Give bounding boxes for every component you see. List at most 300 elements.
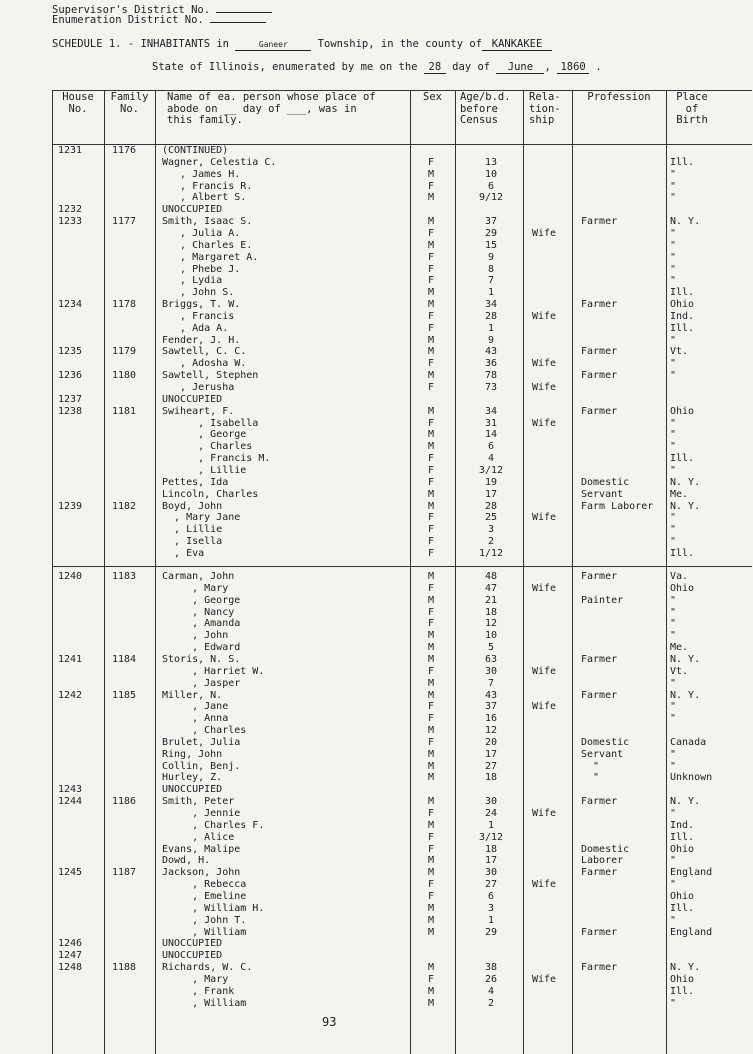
house-number: 1240 <box>58 571 83 582</box>
age: 24 <box>484 808 498 819</box>
age: 1 <box>487 322 495 334</box>
birthplace: Ohio <box>670 299 695 311</box>
sex: M <box>427 346 435 358</box>
age: 12 <box>484 725 498 737</box>
birthplace: N. Y. <box>670 689 701 701</box>
sex: F <box>427 417 435 429</box>
sex: F <box>427 524 435 536</box>
age: 14 <box>484 429 498 441</box>
house-number: 1246 <box>58 938 83 950</box>
birthplace: " <box>670 855 677 867</box>
birthplace: " <box>670 760 677 772</box>
person-name: , Mary <box>162 973 229 985</box>
age: 15 <box>484 239 498 251</box>
birthplace: Me. <box>670 642 689 654</box>
birthplace: " <box>670 334 677 346</box>
person-name: Jackson, John <box>162 867 241 879</box>
birthplace: Ill. <box>670 902 695 914</box>
person-name: , John <box>162 630 229 642</box>
birthplace: Ill. <box>670 322 695 334</box>
col-header-birthplace: Place of Birth <box>676 91 708 126</box>
house-number: 1237 <box>58 393 83 405</box>
age: 26 <box>484 973 498 985</box>
birthplace: " <box>670 227 677 239</box>
age: 7 <box>487 275 495 287</box>
sex: M <box>427 772 435 784</box>
person-name: Sawtell, C. C. <box>162 346 247 358</box>
person-name: UNOCCUPIED <box>162 204 223 216</box>
house-number: 1231 <box>58 145 83 156</box>
birthplace: N. Y. <box>670 653 701 665</box>
sex: M <box>427 985 435 997</box>
age: 30 <box>484 867 498 879</box>
family-number: 1184 <box>112 653 137 665</box>
state-line: State of Illinois, enumerated by me on the 28 day of June , 1860 . <box>152 61 602 73</box>
sex: M <box>427 677 435 689</box>
birthplace: Ill. <box>670 156 695 168</box>
family-number: 1188 <box>112 962 137 974</box>
person-name: , Charles E. <box>162 239 253 251</box>
sex: M <box>427 926 435 938</box>
age: 18 <box>484 606 498 618</box>
person-name: UNOCCUPIED <box>162 938 223 950</box>
profession: Farmer <box>581 653 618 665</box>
family-number: 1182 <box>112 500 137 512</box>
birthplace: " <box>670 524 677 536</box>
family-number: 1187 <box>112 867 137 879</box>
person-name: Smith, Isaac S. <box>162 216 253 228</box>
person-name: , Eva <box>162 547 205 559</box>
sex: F <box>427 453 435 465</box>
sex: M <box>427 997 435 1009</box>
col-border-family <box>155 90 156 1054</box>
profession: Farmer <box>581 571 618 582</box>
birthplace: " <box>670 263 677 275</box>
birthplace: Vt. <box>670 346 689 358</box>
person-name: , Emeline <box>162 890 247 902</box>
birthplace: Me. <box>670 488 689 500</box>
age: 1 <box>487 287 495 299</box>
age: 29 <box>484 926 498 938</box>
birthplace: England <box>670 867 713 879</box>
sex: M <box>427 594 435 606</box>
person-name: UNOCCUPIED <box>162 393 223 405</box>
person-name: (CONTINUED) <box>162 145 229 156</box>
person-name: , Edward <box>162 642 241 654</box>
relationship: Wife <box>532 227 557 239</box>
relationship: Wife <box>532 879 557 891</box>
age: 3/12 <box>478 831 504 843</box>
sex: M <box>427 405 435 417</box>
family-number: 1179 <box>112 346 137 358</box>
birthplace: " <box>670 594 677 606</box>
person-name: Storis, N. S. <box>162 653 241 665</box>
age: 34 <box>484 405 498 417</box>
col-header-profession: Profession <box>587 91 651 103</box>
sex: F <box>427 156 435 168</box>
birthplace: " <box>670 748 677 760</box>
age: 2 <box>487 997 495 1009</box>
year-value: 1860 <box>557 62 589 74</box>
profession: Farmer <box>581 346 618 358</box>
person-name: , Nancy <box>162 606 235 618</box>
person-name: , Frank <box>162 985 235 997</box>
age: 43 <box>484 689 498 701</box>
person-name: , Lillie <box>162 524 223 536</box>
sex: M <box>427 370 435 382</box>
person-name: , Mary <box>162 582 229 594</box>
person-name: , Adosha W. <box>162 358 247 370</box>
birthplace: N. Y. <box>670 962 701 974</box>
person-name: , Margaret A. <box>162 251 259 263</box>
birthplace: " <box>670 618 677 630</box>
sex: F <box>427 512 435 524</box>
person-name: Wagner, Celestia C. <box>162 156 277 168</box>
birthplace: Ill. <box>670 453 695 465</box>
person-name: , Jennie <box>162 808 241 819</box>
age: 47 <box>484 582 498 594</box>
sex: F <box>427 536 435 548</box>
relationship: Wife <box>532 382 557 393</box>
age: 20 <box>484 736 498 748</box>
sex: F <box>427 890 435 902</box>
sex: M <box>427 299 435 311</box>
person-name: Fender, J. H. <box>162 334 241 346</box>
profession: Farmer <box>581 299 618 311</box>
schedule-prefix: SCHEDULE 1. - INHABITANTS in <box>52 38 230 50</box>
person-name: , George <box>162 429 247 441</box>
person-name: Miller, N. <box>162 689 223 701</box>
age: 28 <box>484 310 498 322</box>
person-name: Pettes, Ida <box>162 476 229 488</box>
person-name: , Jasper <box>162 677 241 689</box>
sex: F <box>427 879 435 891</box>
age: 6 <box>487 441 495 453</box>
profession: Laborer <box>581 855 624 867</box>
birthplace: N. Y. <box>670 476 701 488</box>
page-number: 93 <box>322 1015 337 1029</box>
sex: M <box>427 725 435 737</box>
birthplace: Unknown <box>670 772 713 784</box>
house-number: 1245 <box>58 867 83 879</box>
age: 2 <box>487 536 495 548</box>
house-number: 1241 <box>58 653 83 665</box>
person-name: , Francis <box>162 310 235 322</box>
sex: F <box>427 275 435 287</box>
sex: F <box>427 582 435 594</box>
age: 1 <box>487 819 495 831</box>
birthplace: " <box>670 512 677 524</box>
person-name: , Francis R. <box>162 180 253 192</box>
birthplace: " <box>670 464 677 476</box>
age: 19 <box>484 476 498 488</box>
col-border-rel <box>572 90 573 1054</box>
age: 73 <box>484 382 498 393</box>
person-name: UNOCCUPIED <box>162 950 223 962</box>
person-name: , Charles F. <box>162 819 265 831</box>
person-name: , George <box>162 594 241 606</box>
age: 6 <box>487 890 495 902</box>
birthplace: N. Y. <box>670 796 701 808</box>
person-name: , William <box>162 997 247 1009</box>
col-header-family: Family No. <box>110 91 149 115</box>
birthplace: Ohio <box>670 405 695 417</box>
age: 16 <box>484 713 498 725</box>
relationship: Wife <box>532 310 557 322</box>
family-number: 1186 <box>112 796 137 808</box>
birthplace: " <box>670 914 677 926</box>
person-name: , Jane <box>162 701 229 713</box>
sex: F <box>427 973 435 985</box>
sex: F <box>427 843 435 855</box>
age: 9 <box>487 251 495 263</box>
schedule-line <box>52 38 552 51</box>
person-name: Briggs, T. W. <box>162 299 241 311</box>
birthplace: Ohio <box>670 843 695 855</box>
profession: Domestic <box>581 476 630 488</box>
person-name: , Alice <box>162 831 235 843</box>
birthplace: Ohio <box>670 582 695 594</box>
age: 29 <box>484 227 498 239</box>
birthplace: Vt. <box>670 665 689 677</box>
col-border-age <box>523 90 524 1054</box>
birthplace: " <box>670 441 677 453</box>
sex: M <box>427 796 435 808</box>
sex: M <box>427 748 435 760</box>
profession: Farmer <box>581 926 618 938</box>
family-number: 1176 <box>112 145 137 156</box>
birthplace: Ill. <box>670 287 695 299</box>
sex: F <box>427 464 435 476</box>
birthplace: Canada <box>670 736 707 748</box>
col-border-prof <box>666 90 667 1054</box>
sex: F <box>427 736 435 748</box>
sex: M <box>427 642 435 654</box>
profession: Farmer <box>581 405 618 417</box>
person-name: , Ada A. <box>162 322 229 334</box>
col-border-left <box>52 90 53 1054</box>
profession: Domestic <box>581 843 630 855</box>
person-name: Hurley, Z. <box>162 772 223 784</box>
relationship: Wife <box>532 665 557 677</box>
col-border-sex <box>455 90 456 1054</box>
person-name: Ring, John <box>162 748 223 760</box>
age: 3 <box>487 524 495 536</box>
col-header-house: House No. <box>62 91 94 115</box>
age: 13 <box>484 156 498 168</box>
profession: Farmer <box>581 370 618 382</box>
age: 8 <box>487 263 495 275</box>
profession: Domestic <box>581 736 630 748</box>
person-name: , Jerusha <box>162 382 235 393</box>
sex: F <box>427 322 435 334</box>
sex: F <box>427 808 435 819</box>
profession: Farmer <box>581 962 618 974</box>
profession: Painter <box>581 594 624 606</box>
sex: M <box>427 819 435 831</box>
age: 36 <box>484 358 498 370</box>
birthplace: N. Y. <box>670 500 701 512</box>
age: 10 <box>484 630 498 642</box>
sex: M <box>427 902 435 914</box>
person-name: , Julia A. <box>162 227 241 239</box>
sex: F <box>427 476 435 488</box>
person-name: , Isella <box>162 536 223 548</box>
sex: M <box>427 216 435 228</box>
person-name: , Lydia <box>162 275 223 287</box>
sex: F <box>427 310 435 322</box>
sex: F <box>427 665 435 677</box>
birthplace: " <box>670 630 677 642</box>
sex: M <box>427 962 435 974</box>
age: 78 <box>484 370 498 382</box>
person-name: Swiheart, F. <box>162 405 235 417</box>
family-number: 1180 <box>112 370 137 382</box>
sex: M <box>427 168 435 180</box>
birthplace: " <box>670 429 677 441</box>
birthplace: Ind. <box>670 310 695 322</box>
house-number: 1234 <box>58 299 83 311</box>
township-value: Ganeer <box>235 39 311 51</box>
age: 1/12 <box>478 547 504 559</box>
relationship: Wife <box>532 358 557 370</box>
age: 30 <box>484 796 498 808</box>
birthplace: " <box>670 536 677 548</box>
age: 31 <box>484 417 498 429</box>
age: 21 <box>484 594 498 606</box>
person-name: , Isabella <box>162 417 259 429</box>
sex: M <box>427 571 435 582</box>
age: 30 <box>484 665 498 677</box>
age: 43 <box>484 346 498 358</box>
birthplace: " <box>670 808 677 819</box>
day-value: 28 <box>424 62 446 74</box>
birthplace: " <box>670 606 677 618</box>
sex: F <box>427 227 435 239</box>
col-header-sex: Sex <box>423 91 442 103</box>
sex: F <box>427 606 435 618</box>
house-number: 1235 <box>58 346 83 358</box>
age: 17 <box>484 488 498 500</box>
profession: Farmer <box>581 867 618 879</box>
relationship: Wife <box>532 973 557 985</box>
person-name: Smith, Peter <box>162 796 235 808</box>
person-name: Evans, Malipe <box>162 843 241 855</box>
person-name: Richards, W. C. <box>162 962 253 974</box>
age: 3/12 <box>478 464 504 476</box>
age: 10 <box>484 168 498 180</box>
sex: M <box>427 239 435 251</box>
birthplace: " <box>670 180 677 192</box>
supervisor-label: Supervisor's District No. <box>52 4 211 16</box>
person-name: Boyd, John <box>162 500 223 512</box>
birthplace: Ill. <box>670 985 695 997</box>
sex: F <box>427 180 435 192</box>
birthplace: " <box>670 997 677 1009</box>
house-number: 1233 <box>58 216 83 228</box>
person-name: , Rebecca <box>162 879 247 891</box>
family-number: 1177 <box>112 216 137 228</box>
birthplace: Va. <box>670 571 689 582</box>
age: 18 <box>484 843 498 855</box>
sex: M <box>427 914 435 926</box>
person-name: , William H. <box>162 902 265 914</box>
person-name: Collin, Benj. <box>162 760 241 772</box>
profession: Farmer <box>581 796 618 808</box>
house-number: 1244 <box>58 796 83 808</box>
birthplace: " <box>670 168 677 180</box>
person-name: Dowd, H. <box>162 855 211 867</box>
family-number: 1178 <box>112 299 137 311</box>
sex: M <box>427 429 435 441</box>
supervisor-blank <box>216 12 272 13</box>
family-number: 1181 <box>112 405 137 417</box>
person-name: Lincoln, Charles <box>162 488 259 500</box>
age: 4 <box>487 985 495 997</box>
house-number: 1236 <box>58 370 83 382</box>
person-name: , Harriet W. <box>162 665 265 677</box>
sex: F <box>427 713 435 725</box>
relationship: Wife <box>532 417 557 429</box>
house-number: 1239 <box>58 500 83 512</box>
birthplace: Ohio <box>670 973 695 985</box>
day-label: day of <box>452 61 491 73</box>
age: 25 <box>484 512 498 524</box>
profession: " <box>581 772 600 784</box>
age: 27 <box>484 879 498 891</box>
birthplace: N. Y. <box>670 216 701 228</box>
sex: M <box>427 500 435 512</box>
sex: F <box>427 618 435 630</box>
age: 18 <box>484 772 498 784</box>
enumeration-blank <box>210 22 266 23</box>
person-name: , Anna <box>162 713 229 725</box>
profession: Farmer <box>581 689 618 701</box>
person-name: , Francis M. <box>162 453 271 465</box>
profession: Servant <box>581 488 624 500</box>
house-number: 1247 <box>58 950 83 962</box>
age: 9 <box>487 334 495 346</box>
house-number: 1248 <box>58 962 83 974</box>
age: 4 <box>487 453 495 465</box>
sex: F <box>427 547 435 559</box>
birthplace: " <box>670 251 677 263</box>
person-name: , William <box>162 926 247 938</box>
relationship: Wife <box>532 582 557 594</box>
relationship: Wife <box>532 512 557 524</box>
sex: F <box>427 263 435 275</box>
birthplace: " <box>670 879 677 891</box>
sex: M <box>427 653 435 665</box>
age: 37 <box>484 216 498 228</box>
sex: M <box>427 855 435 867</box>
birthplace: " <box>670 239 677 251</box>
person-name: Brulet, Julia <box>162 736 241 748</box>
birthplace: " <box>670 370 677 382</box>
birthplace: " <box>670 192 677 204</box>
age: 6 <box>487 180 495 192</box>
age: 38 <box>484 962 498 974</box>
birthplace: Ohio <box>670 890 695 902</box>
person-name: , Amanda <box>162 618 241 630</box>
age: 12 <box>484 618 498 630</box>
birthplace: England <box>670 926 713 938</box>
profession: Servant <box>581 748 624 760</box>
age: 34 <box>484 299 498 311</box>
person-name: , Albert S. <box>162 192 247 204</box>
family-number: 1185 <box>112 689 137 701</box>
birthplace: " <box>670 275 677 287</box>
